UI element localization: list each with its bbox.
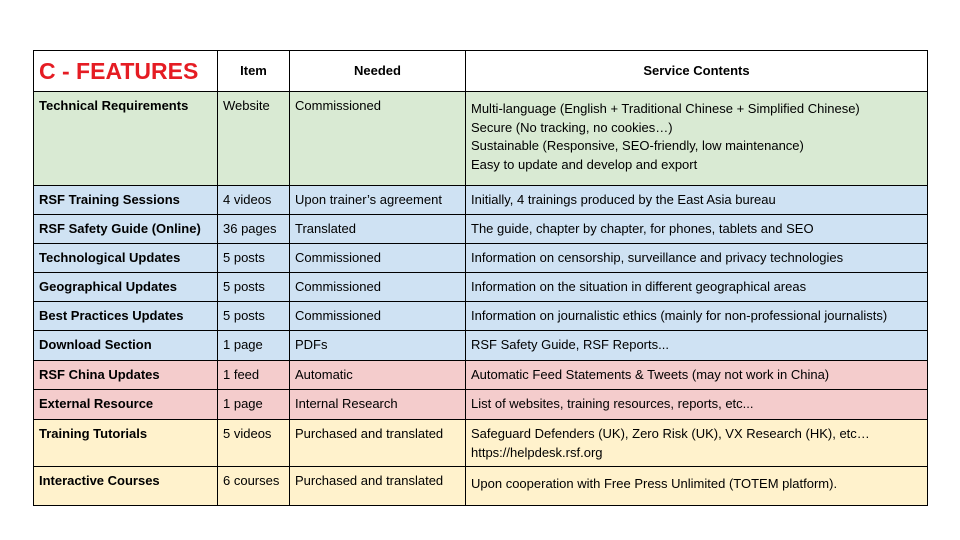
row-name: RSF China Updates (34, 361, 218, 390)
row-item: 1 feed (218, 361, 290, 390)
contents-line: Secure (No tracking, no cookies…) (471, 119, 673, 135)
row-name: RSF Training Sessions (34, 186, 218, 215)
header-contents: Service Contents (466, 51, 928, 92)
contents-line: Safeguard Defenders (UK), Zero Risk (UK), VX Research (HK), etc… (471, 426, 870, 441)
row-item: 5 posts (218, 302, 290, 331)
table-row (34, 244, 928, 273)
row-item: 6 courses (218, 467, 290, 506)
header-needed: Needed (290, 51, 466, 92)
row-needed: Purchased and translated (290, 420, 466, 467)
row-item: 36 pages (218, 215, 290, 244)
contents-line: Information on journalistic ethics (mainly for non-professional journalists) (471, 308, 888, 323)
row-name: RSF Safety Guide (Online) (34, 215, 218, 244)
table-row (34, 92, 928, 186)
row-contents (466, 244, 928, 273)
row-needed: Purchased and translated (290, 467, 466, 506)
table-row (34, 361, 928, 390)
row-contents (466, 390, 928, 420)
contents-line: List of websites, training resources, reports, etc... (471, 396, 754, 411)
table-row (34, 467, 928, 506)
row-name: External Resource (34, 390, 218, 420)
row-contents (466, 215, 928, 244)
row-contents (466, 302, 928, 331)
row-item: 5 videos (218, 420, 290, 467)
table-row (34, 390, 928, 420)
row-needed: Automatic (290, 361, 466, 390)
row-contents (466, 331, 928, 361)
row-name: Technological Updates (34, 244, 218, 273)
row-contents (466, 420, 928, 467)
contents-line: Upon cooperation with Free Press Unlimited (TOTEM platform). (471, 476, 838, 491)
row-needed: Upon trainer’s agreement (290, 186, 466, 215)
table-row (34, 273, 928, 302)
contents-line: Information on censorship, surveillance and privacy technologies (471, 250, 844, 265)
row-needed: Commissioned (290, 302, 466, 331)
row-item: 1 page (218, 390, 290, 420)
row-contents (466, 361, 928, 390)
table-row (34, 215, 928, 244)
row-item: 5 posts (218, 273, 290, 302)
row-needed: Commissioned (290, 273, 466, 302)
row-needed: Commissioned (290, 92, 466, 186)
row-item: 1 page (218, 331, 290, 361)
header-row (34, 51, 928, 92)
row-contents (466, 92, 928, 186)
page-title: C - FEATURES (34, 51, 218, 92)
row-item: 5 posts (218, 244, 290, 273)
row-name: Download Section (34, 331, 218, 361)
row-name: Best Practices Updates (34, 302, 218, 331)
row-name: Training Tutorials (34, 420, 218, 467)
table-row (34, 420, 928, 467)
row-needed: PDFs (290, 331, 466, 361)
row-name: Interactive Courses (34, 467, 218, 506)
row-needed: Internal Research (290, 390, 466, 420)
row-needed: Commissioned (290, 244, 466, 273)
contents-line: RSF Safety Guide, RSF Reports... (471, 337, 669, 352)
contents-line: Automatic Feed Statements & Tweets (may not work in China) (471, 367, 830, 382)
contents-line: Easy to update and develop and export (471, 156, 698, 172)
row-contents (466, 273, 928, 302)
row-item: Website (218, 92, 290, 186)
features-table (33, 50, 928, 506)
contents-line: Information on the situation in different geographical areas (471, 279, 807, 294)
contents-line: Initially, 4 trainings produced by the East Asia bureau (471, 192, 776, 207)
table-row (34, 186, 928, 215)
table-row (34, 302, 928, 331)
table-row (34, 331, 928, 361)
contents-line: Sustainable (Responsive, SEO-friendly, low maintenance) (471, 138, 804, 153)
contents-line: https://helpdesk.rsf.org (471, 444, 603, 460)
row-name: Geographical Updates (34, 273, 218, 302)
header-item: Item (218, 51, 290, 92)
contents-line: Multi-language (English + Traditional Chinese + Simplified Chinese) (471, 101, 860, 116)
row-name: Technical Requirements (34, 92, 218, 186)
row-needed: Translated (290, 215, 466, 244)
row-item: 4 videos (218, 186, 290, 215)
row-contents (466, 186, 928, 215)
row-contents (466, 467, 928, 506)
contents-line: The guide, chapter by chapter, for phones, tablets and SEO (471, 221, 814, 236)
